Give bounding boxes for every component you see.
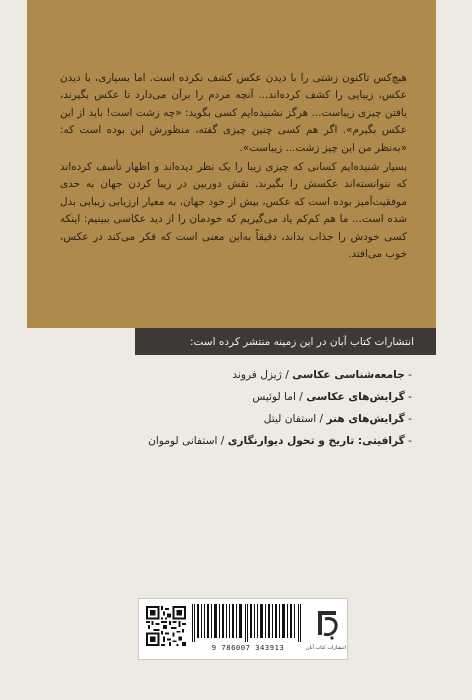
isbn-digits: 9 786007 343913 (211, 643, 285, 652)
related-books-list (150, 364, 412, 452)
list-bullet: - (404, 369, 412, 381)
list-bullet: - (404, 391, 412, 403)
book-title: گرافیتی: تاریخ و تحول دیوارنگاری (227, 435, 405, 447)
title-author-separator: / (316, 413, 327, 425)
blurb-paragraph: هیچ‌کس تاکنون زشتی را با دیدن عکس کشف نکرده است. اما بسیاری، با دیدن عکس، زیبایی را کشف کرده‌اند... آنچه مردم را برآن می‌دارد تا عکس بگیرند، یافتن چیزی زیباست... هرگز نشنیده‌ایم کسی بگوید: «چه زشت است! باید از این عکس بگیرم». اگر هم کسی چنین چیزی گفته، منظورش این بوده است که: «به‌نظر من این چیز زشت... زیباست». (60, 72, 407, 154)
publisher-logo-label: انتشارات کتاب آبان (305, 645, 347, 651)
publisher-logo-icon (312, 605, 342, 643)
book-author: استفانی لوموان (148, 435, 218, 447)
qr-code-icon (146, 606, 186, 646)
book-title: گرایش‌های هنر (326, 413, 405, 425)
publisher-heading-strip (135, 328, 436, 355)
book-author: اما لوئیس (252, 391, 296, 403)
isbn-barcode (188, 604, 308, 642)
book-title: گرایش‌های عکاسی (306, 391, 405, 403)
list-item (150, 386, 412, 408)
title-author-separator: / (217, 435, 228, 447)
list-bullet: - (404, 435, 412, 447)
book-author: ژیزل فروند (232, 369, 282, 381)
book-title: جامعه‌شناسی عکاسی (292, 369, 405, 381)
list-item (150, 364, 412, 386)
list-item (150, 408, 412, 430)
book-author: استفان لیتل (263, 413, 317, 425)
blurb-paragraph: بسیار شنیده‌ایم کسانی که چیزی زیبا را یک نظر دیده‌اند و اظهار تأسف کرده‌اند که نتوانسته‌اند عکسش را بگیرند. نقش دوربین در زیبا کردن جهان به حدی موفقیت‌آمیز بوده است که عکس، بیش از خود جهان، به معیار ارزیابی زیبایی بدل شده است... ما هم کم‌کم یاد می‌گیریم که خودمان را از دید عکاسی ببینیم: اینکه کسی خودش را جذاب بداند، دقیقاً به‌این معنی است که فکر می‌کند در عکس، خوب می‌افتد. (60, 161, 407, 261)
list-bullet: - (404, 413, 412, 425)
title-author-separator: / (295, 391, 307, 403)
list-item (150, 430, 412, 452)
title-author-separator: / (281, 369, 293, 381)
blurb-text (60, 70, 407, 263)
publisher-heading: انتشارات کتاب آبان در این زمینه منتشر کرده است: (189, 335, 414, 348)
